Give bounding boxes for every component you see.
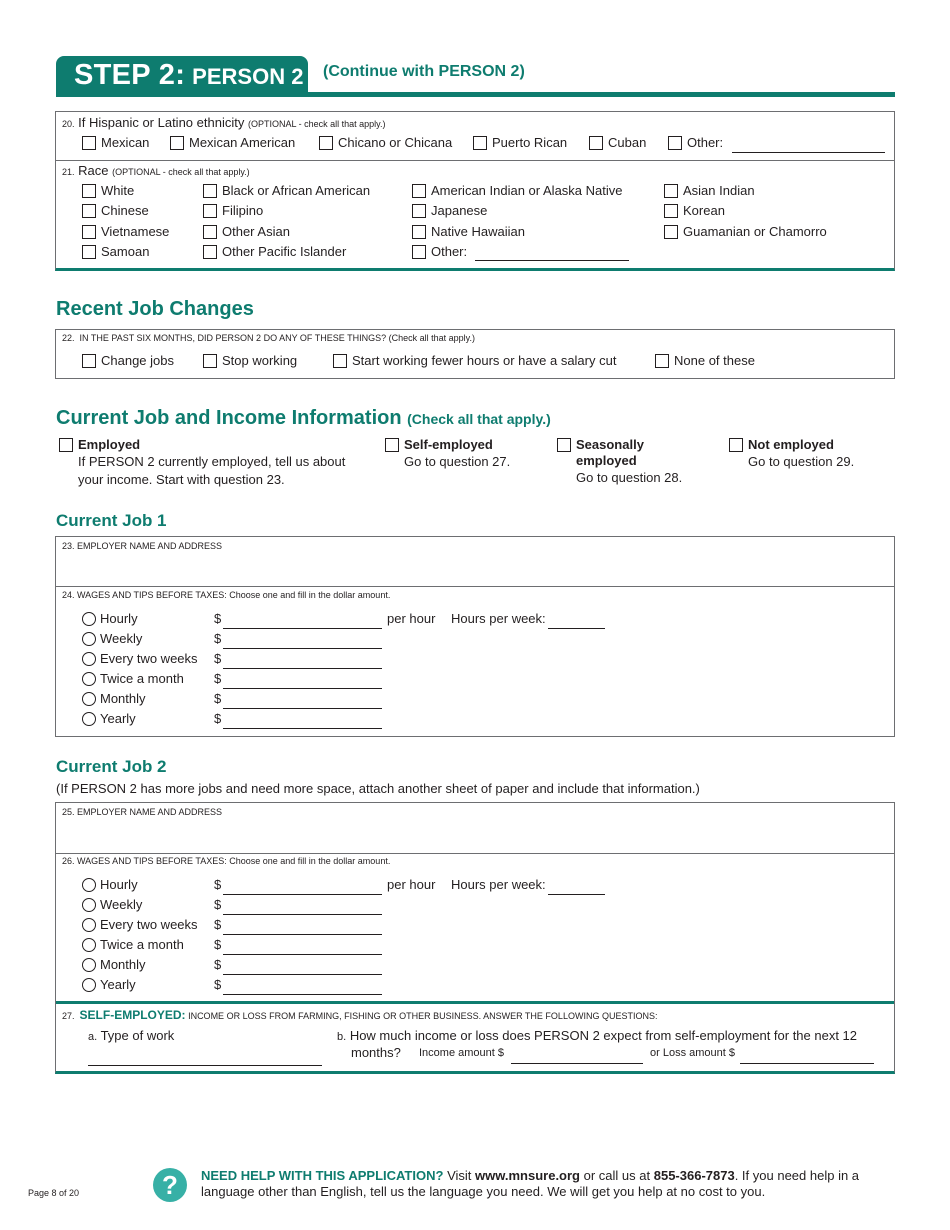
page-number: Page 8 of 20 <box>28 1188 80 1198</box>
q23-heading: 23. EMPLOYER NAME AND ADDRESS <box>62 541 223 551</box>
job2-hours-per-week-input[interactable] <box>548 894 605 895</box>
q20-option-mexican[interactable]: Mexican <box>82 135 149 150</box>
job2-yearly-amount[interactable] <box>223 994 382 995</box>
q20-option-chicano[interactable]: Chicano or Chicana <box>319 135 452 150</box>
q22-option-none[interactable]: None of these <box>655 353 755 368</box>
q21-option-guamanian[interactable]: Guamanian or Chamorro <box>664 224 827 239</box>
dollar-sign: $ <box>214 691 222 706</box>
dollar-sign: $ <box>214 957 222 972</box>
q21-option-japanese[interactable]: Japanese <box>412 203 487 218</box>
current-income-title: Current Job and Income Information (Check all that apply.) <box>56 407 551 429</box>
job2-every-two-weeks-radio[interactable]: Every two weeks <box>82 917 198 932</box>
dollar-sign: $ <box>214 937 222 952</box>
q25-heading: 25. EMPLOYER NAME AND ADDRESS <box>62 807 223 817</box>
per-hour-label: per hour <box>387 877 436 892</box>
q21-option-chinese[interactable]: Chinese <box>82 203 149 218</box>
job2-monthly-amount[interactable] <box>223 974 382 975</box>
help-icon: ? <box>153 1168 187 1202</box>
q24-heading: 24. WAGES AND TIPS BEFORE TAXES: Choose one and fill in the dollar amount. <box>62 590 391 600</box>
header-rule <box>56 92 895 97</box>
job2-yearly-radio[interactable]: Yearly <box>82 977 136 992</box>
q20-option-mexican-american[interactable]: Mexican American <box>170 135 295 150</box>
job2-weekly-radio[interactable]: Weekly <box>82 897 142 912</box>
loss-amount-label: or Loss amount $ <box>650 1047 735 1059</box>
q20-option-cuban[interactable]: Cuban <box>589 135 646 150</box>
q22-option-fewer-hours[interactable]: Start working fewer hours or have a salary cut <box>333 353 616 368</box>
job2-note: (If PERSON 2 has more jobs and need more space, attach another sheet of paper and include that information.) <box>56 781 700 796</box>
job1-monthly-amount[interactable] <box>223 708 382 709</box>
divider <box>56 160 894 161</box>
divider <box>56 853 894 854</box>
job1-twice-month-amount[interactable] <box>223 688 382 689</box>
divider <box>56 586 894 587</box>
continue-note: (Continue with PERSON 2) <box>323 63 525 80</box>
self-employed-option[interactable]: Self-employed Go to question 27. <box>385 437 510 471</box>
job1-yearly-radio[interactable]: Yearly <box>82 711 136 726</box>
dollar-sign: $ <box>214 671 222 686</box>
current-job-2-title: Current Job 2 <box>56 757 167 776</box>
dollar-sign: $ <box>214 897 222 912</box>
job1-every-two-weeks-radio[interactable]: Every two weeks <box>82 651 198 666</box>
q22-option-change-jobs[interactable]: Change jobs <box>82 353 174 368</box>
dollar-sign: $ <box>214 917 222 932</box>
recent-job-changes-title: Recent Job Changes <box>56 298 254 320</box>
step-tab <box>56 56 308 96</box>
employed-option[interactable]: Employed If PERSON 2 currently employed, tell us about your income. Start with question 23. <box>59 437 345 489</box>
q22-option-stop-working[interactable]: Stop working <box>203 353 297 368</box>
person-label: PERSON 2 <box>192 64 304 89</box>
job1-two-weeks-amount[interactable] <box>223 668 382 669</box>
phone-number: 855-366-7873 <box>653 1168 735 1183</box>
q20-option-puerto-rican[interactable]: Puerto Rican <box>473 135 567 150</box>
dollar-sign: $ <box>214 611 222 626</box>
q21-option-filipino[interactable]: Filipino <box>203 203 263 218</box>
q20-heading: 20. If Hispanic or Latino ethnicity (OPTIONAL - check all that apply.) <box>62 115 386 130</box>
current-job-1-title: Current Job 1 <box>56 511 167 530</box>
q21-option-native-hawaiian[interactable]: Native Hawaiian <box>412 224 525 239</box>
job1-yearly-amount[interactable] <box>223 728 382 729</box>
q21-option-other-asian[interactable]: Other Asian <box>203 224 290 239</box>
q27a-type-of-work-input[interactable] <box>88 1065 322 1066</box>
job2-monthly-radio[interactable]: Monthly <box>82 957 146 972</box>
per-hour-label: per hour <box>387 611 436 626</box>
teal-divider <box>56 1001 894 1004</box>
q21-option-other[interactable]: Other: <box>412 244 467 259</box>
q20-option-other[interactable]: Other: <box>668 135 723 150</box>
dollar-sign: $ <box>214 877 222 892</box>
q21-option-black[interactable]: Black or African American <box>203 183 370 198</box>
job2-twice-month-amount[interactable] <box>223 954 382 955</box>
job2-hourly-amount[interactable] <box>223 894 382 895</box>
q21-option-american-indian[interactable]: American Indian or Alaska Native <box>412 183 622 198</box>
job2-hourly-radio[interactable]: Hourly <box>82 877 138 892</box>
help-text: NEED HELP WITH THIS APPLICATION? Visit www.mnsure.org or call us at 855-366-7873. If you need help in a language other than English, tell us the language you need. We will get you help at no cost to you. <box>201 1168 860 1199</box>
hours-per-week-label: Hours per week: <box>451 877 546 892</box>
q27b-label: b. How much income or loss does PERSON 2 expect from self-employment for the next 12 <box>337 1028 858 1043</box>
job2-two-weeks-amount[interactable] <box>223 934 382 935</box>
q27a-label: a. Type of work <box>88 1028 175 1043</box>
q20-other-input[interactable] <box>732 152 885 153</box>
q21-other-input[interactable] <box>475 260 629 261</box>
job1-box <box>55 536 895 737</box>
job1-twice-month-radio[interactable]: Twice a month <box>82 671 184 686</box>
q22-box <box>55 329 895 379</box>
q21-option-vietnamese[interactable]: Vietnamese <box>82 224 169 239</box>
q21-option-asian-indian[interactable]: Asian Indian <box>664 183 755 198</box>
job1-hourly-amount[interactable] <box>223 628 382 629</box>
q21-option-korean[interactable]: Korean <box>664 203 725 218</box>
job2-box <box>55 802 895 1074</box>
ethnicity-race-box <box>55 111 895 271</box>
q21-option-other-pacific[interactable]: Other Pacific Islander <box>203 244 346 259</box>
q21-option-samoan[interactable]: Samoan <box>82 244 149 259</box>
job1-weekly-radio[interactable]: Weekly <box>82 631 142 646</box>
not-employed-option[interactable]: Not employed Go to question 29. <box>729 437 854 471</box>
q26-heading: 26. WAGES AND TIPS BEFORE TAXES: Choose one and fill in the dollar amount. <box>62 856 391 866</box>
dollar-sign: $ <box>214 651 222 666</box>
q27b-months: months? <box>351 1045 401 1060</box>
job2-weekly-amount[interactable] <box>223 914 382 915</box>
income-amount-input[interactable] <box>511 1063 643 1064</box>
job1-hourly-radio[interactable]: Hourly <box>82 611 138 626</box>
job2-twice-month-radio[interactable]: Twice a month <box>82 937 184 952</box>
loss-amount-input[interactable] <box>740 1063 874 1064</box>
job1-hours-per-week-input[interactable] <box>548 628 605 629</box>
mnsure-link[interactable]: www.mnsure.org <box>475 1168 580 1183</box>
dollar-sign: $ <box>214 631 222 646</box>
dollar-sign: $ <box>214 977 222 992</box>
q27-heading: 27. SELF-EMPLOYED: INCOME OR LOSS FROM FARMING, FISHING OR OTHER BUSINESS. ANSWER THE FOLLOWING QUESTIONS: <box>62 1008 658 1022</box>
job1-weekly-amount[interactable] <box>223 648 382 649</box>
q21-option-white[interactable]: White <box>82 183 134 198</box>
job1-monthly-radio[interactable]: Monthly <box>82 691 146 706</box>
q22-heading: 22. IN THE PAST SIX MONTHS, DID PERSON 2 DO ANY OF THESE THINGS? (Check all that apply.) <box>62 333 475 343</box>
q21-heading: 21. Race (OPTIONAL - check all that apply.) <box>62 163 250 178</box>
income-amount-label: Income amount $ <box>419 1047 504 1059</box>
hours-per-week-label: Hours per week: <box>451 611 546 626</box>
seasonally-employed-option[interactable]: Seasonally employed Go to question 28. <box>557 437 682 487</box>
step-label: STEP 2: <box>74 59 186 91</box>
dollar-sign: $ <box>214 711 222 726</box>
